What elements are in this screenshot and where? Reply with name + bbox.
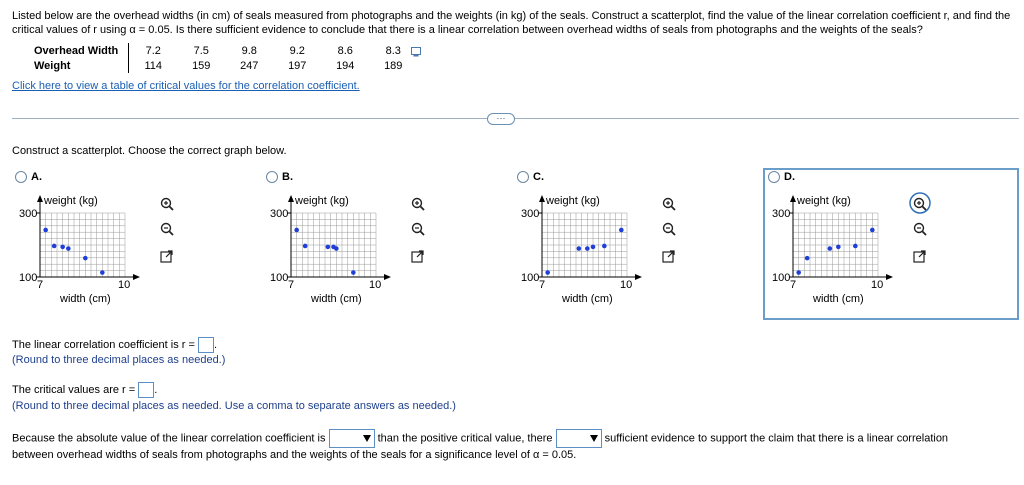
x-axis-arrow (384, 274, 391, 280)
data-point (585, 246, 590, 251)
data-point (100, 270, 105, 275)
table-cell: 7.2 (145, 44, 161, 57)
conclusion-line-2: between overhead widths of seals from photographs and the weights of the seals for a significance level of α = 0.05. (12, 449, 577, 461)
table-row (30, 43, 417, 58)
zoom-out-icon[interactable] (162, 224, 174, 236)
y-tick-label: 300 (772, 208, 791, 220)
copy-icon[interactable] (411, 47, 421, 57)
table-cell: 247 (240, 59, 259, 72)
x-tick-label: 10 (620, 279, 633, 291)
data-point (545, 270, 550, 275)
radio-a[interactable] (15, 171, 27, 183)
data-table (30, 43, 417, 73)
option-a[interactable] (15, 171, 42, 183)
table-cell: 159 (192, 59, 211, 72)
option-label: C. (533, 171, 544, 183)
y-tick-label: 300 (521, 208, 540, 220)
option-d[interactable] (768, 171, 795, 183)
critical-values-link[interactable]: Click here to view a table of critical values for the correlation coefficient. (12, 80, 360, 92)
table-row-header: Weight (30, 58, 129, 73)
x-tick-label: 7 (790, 279, 797, 291)
popout-icon[interactable] (412, 251, 423, 262)
table-cell: 114 (144, 59, 163, 72)
x-axis-arrow (133, 274, 140, 280)
y-axis-arrow (288, 195, 294, 202)
radio-c[interactable] (517, 171, 529, 183)
table-cell: 189 (384, 59, 403, 72)
y-axis-label: weight (kg) (797, 195, 851, 207)
r-question: The linear correlation coefficient is r = . (12, 337, 217, 353)
section-divider (12, 118, 1019, 119)
y-tick-label: 300 (19, 208, 38, 220)
problem-statement: Listed below are the overhead widths (in cm) of seals measured from photographs and the weights (in kg) of the seals. Construct a scatterplot, find the value of the linear correlation coefficient r, and find the critical values of r using α = 0.05. Is there sufficient evidence to conclude that there is a linear correlation between overhead widths of seals from photographs and the weights of the seals? (12, 10, 1011, 36)
zoom-in-icon[interactable] (915, 199, 927, 211)
zoom-in-icon[interactable] (162, 199, 174, 211)
question-text: Construct a scatterplot. Choose the correct graph below. (12, 145, 287, 157)
cv-hint: (Round to three decimal places as needed. Use a comma to separate answers as needed.) (12, 400, 456, 412)
y-axis-label: weight (kg) (44, 195, 98, 207)
zoom-in-handle (923, 207, 927, 211)
zoom-out-icon[interactable] (915, 224, 927, 236)
conclusion-part1: Because the absolute value of the linear correlation coefficient is (12, 432, 326, 445)
y-axis-arrow (539, 195, 545, 202)
table-cell: 8.3 (385, 44, 401, 57)
zoom-in-icon[interactable] (413, 199, 425, 211)
popout-icon[interactable] (161, 251, 172, 262)
conclusion-part3: sufficient evidence to support the claim that there is a linear correlation (604, 432, 949, 445)
data-point (83, 256, 88, 261)
cv-question: The critical values are r = . (12, 382, 157, 398)
data-point (591, 245, 596, 250)
zoom-out-handle (672, 232, 676, 236)
option-c[interactable] (517, 171, 544, 183)
zoom-out-icon[interactable] (664, 224, 676, 236)
scatterplot-b[interactable] (251, 185, 501, 310)
option-b[interactable] (266, 171, 293, 183)
critical-values-input[interactable] (138, 382, 154, 398)
table-row (30, 58, 417, 73)
table-cell: 197 (288, 59, 307, 72)
conclusion-line-1 (12, 429, 948, 448)
data-point (853, 244, 858, 249)
conclusion-part2: than the positive critical value, there (377, 432, 553, 445)
y-tick-label: 100 (772, 272, 791, 284)
x-tick-label: 10 (369, 279, 382, 291)
x-axis-label: width (cm) (60, 293, 111, 305)
data-point (796, 270, 801, 275)
y-tick-label: 100 (521, 272, 540, 284)
x-axis-label: width (cm) (562, 293, 613, 305)
x-tick-label: 7 (37, 279, 44, 291)
more-button[interactable]: ··· (487, 113, 515, 125)
zoom-in-handle (421, 207, 425, 211)
r-input[interactable] (198, 337, 214, 353)
chevron-down-icon (590, 435, 598, 442)
data-point (351, 270, 356, 275)
zoom-out-icon[interactable] (413, 224, 425, 236)
option-label: D. (784, 171, 795, 183)
r-label: The linear correlation coefficient is r = (12, 338, 195, 351)
data-point (805, 256, 810, 261)
table-cell: 7.5 (193, 44, 209, 57)
r-hint: (Round to three decimal places as needed.) (12, 354, 226, 366)
x-tick-label: 7 (539, 279, 546, 291)
y-tick-label: 100 (19, 272, 38, 284)
y-axis-label: weight (kg) (546, 195, 600, 207)
x-axis-arrow (635, 274, 642, 280)
data-point (303, 244, 308, 249)
y-axis-arrow (37, 195, 43, 202)
zoom-in-handle (170, 207, 174, 211)
cv-label: The critical values are r = (12, 383, 136, 396)
y-axis-arrow (790, 195, 796, 202)
data-point (602, 244, 607, 249)
popout-icon[interactable] (663, 251, 674, 262)
radio-b[interactable] (266, 171, 278, 183)
data-point (619, 228, 624, 233)
scatterplot-c[interactable] (502, 185, 752, 310)
radio-d[interactable] (768, 171, 780, 183)
data-point (43, 228, 48, 233)
table-cell: 194 (336, 59, 355, 72)
zoom-in-icon[interactable] (664, 199, 676, 211)
data-point (334, 246, 339, 251)
table-cell: 8.6 (337, 44, 353, 57)
option-label: B. (282, 171, 293, 183)
data-point (52, 244, 57, 249)
y-tick-label: 300 (270, 208, 289, 220)
x-axis-label: width (cm) (813, 293, 864, 305)
table-row-header: Overhead Width (30, 43, 129, 58)
y-axis-label: weight (kg) (295, 195, 349, 207)
scatterplot-a[interactable] (0, 185, 250, 310)
scatterplot-d[interactable] (753, 185, 1003, 310)
data-point (828, 246, 833, 251)
zoom-out-handle (170, 232, 174, 236)
data-point (66, 246, 71, 251)
data-point (326, 245, 331, 250)
data-point (577, 246, 582, 251)
table-cell: 9.8 (241, 44, 257, 57)
y-tick-label: 100 (270, 272, 289, 284)
option-label: A. (31, 171, 42, 183)
data-point (870, 228, 875, 233)
x-tick-label: 10 (118, 279, 131, 291)
x-axis-label: width (cm) (311, 293, 362, 305)
zoom-out-handle (421, 232, 425, 236)
comparison-dropdown[interactable] (329, 429, 375, 448)
data-point (60, 245, 65, 250)
data-point (836, 245, 841, 250)
evidence-dropdown[interactable] (556, 429, 602, 448)
x-tick-label: 7 (288, 279, 295, 291)
zoom-in-handle (672, 207, 676, 211)
popout-icon[interactable] (914, 251, 925, 262)
chevron-down-icon (363, 435, 371, 442)
table-cell: 9.2 (289, 44, 305, 57)
zoom-out-handle (923, 232, 927, 236)
data-point (294, 228, 299, 233)
x-tick-label: 10 (871, 279, 884, 291)
x-axis-arrow (886, 274, 893, 280)
